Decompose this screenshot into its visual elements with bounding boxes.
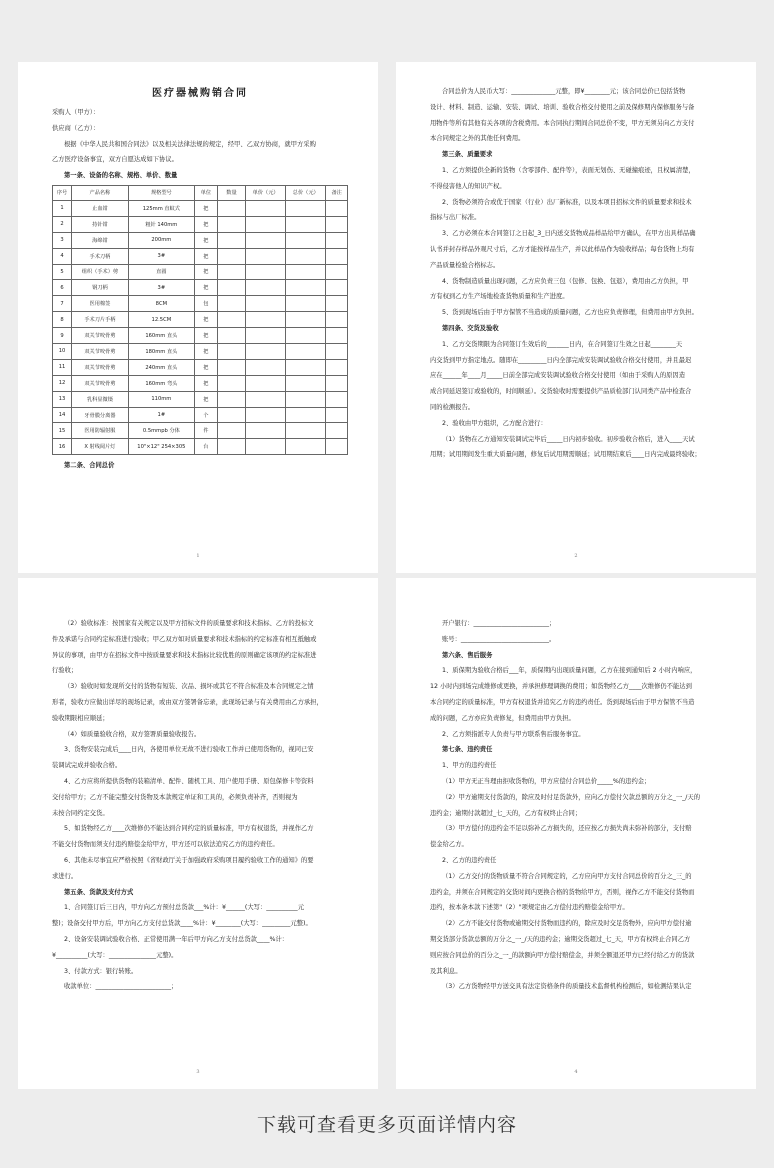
text-line: 装调试完成并验收合格。 <box>52 762 122 770</box>
table-cell: 把 <box>194 359 217 375</box>
text-line: 本合同约定的质量标准，甲方有权退货并追究乙方的违约责任。货到现场后由于甲方保管不当造 <box>430 698 695 706</box>
table-cell: 双关节咬骨剪 <box>72 375 129 391</box>
table-cell <box>326 344 348 360</box>
text-line: 方有权到乙方生产场地检查货物质量和生产进度。 <box>430 293 569 301</box>
table-cell <box>217 328 245 344</box>
text-line: （2）乙方不能交付货物或逾期交付货物而违约的，除应及时交足货物外，应向甲方偿付逾 <box>442 920 692 928</box>
table-cell <box>246 344 286 360</box>
text-line: 验收期限相应顺延； <box>52 714 109 722</box>
text-line: 1、质保期为验收合格后___年，质保期内出现质量问题，乙方在接到通知后 2 小时内响应， <box>442 667 697 675</box>
table-cell: 1 <box>53 200 72 216</box>
contract-page-1 <box>18 62 378 573</box>
text-line: 采购人（甲方）： <box>52 109 100 116</box>
table-cell: 6 <box>53 280 72 296</box>
table-cell <box>286 423 326 439</box>
table-cell: 8CM <box>128 296 194 312</box>
table-cell <box>217 296 245 312</box>
text-line: 2、乙方须指派专人负责与甲方联系售后服务事宜。 <box>442 730 585 738</box>
table-row <box>53 248 348 264</box>
text-line: 供应商（乙方）： <box>52 124 100 132</box>
table-cell <box>246 200 286 216</box>
table-cell <box>326 264 348 280</box>
table-cell: 把 <box>194 232 217 248</box>
table-cell <box>286 375 326 391</box>
table-cell: 海绵钳 <box>72 232 129 248</box>
table-cell <box>217 248 245 264</box>
text-line: 4、货物制造质量出现问题，乙方应负责三包（包修、包换、包退），费用由乙方负担，甲 <box>442 277 689 285</box>
text-line: 用物件等所有其他有关各项的含税费用。本合同执行期间合同总价不变，甲方无须另向乙方支付 <box>430 119 695 127</box>
table-cell: 件 <box>194 423 217 439</box>
text-line: 第三条、质量要求 <box>442 151 493 159</box>
table-row <box>53 391 348 407</box>
table-cell: 把 <box>194 312 217 328</box>
table-cell <box>246 407 286 423</box>
table-cell: 160mm 弯头 <box>128 375 194 391</box>
table-cell: 3 <box>53 232 72 248</box>
table-cell <box>217 359 245 375</box>
table-row <box>53 375 348 391</box>
table-cell <box>217 232 245 248</box>
page-number: 3 <box>196 1069 200 1075</box>
table-header-cell: 数量 <box>217 185 245 200</box>
text-line: 2、乙方的违约责任 <box>442 856 497 864</box>
table-cell <box>286 391 326 407</box>
table-cell: 组织（手术）剪 <box>72 264 129 280</box>
table-cell: 10 <box>53 344 72 360</box>
table-cell: 止血钳 <box>72 200 129 216</box>
table-cell <box>246 264 286 280</box>
table-cell <box>217 407 245 423</box>
table-cell: 12 <box>53 375 72 391</box>
text-line: 违约金，并须在合同规定的交货时间内更换合格的货物给甲方，否则，视作乙方不能交付货物而 <box>430 888 695 896</box>
table-cell: 个 <box>194 407 217 423</box>
text-line: （1）货物在乙方通知安装调试完毕后_____日内初步验收。初步验收合格后，进入____天试 <box>442 435 695 443</box>
table-cell: 180mm 直头 <box>128 344 194 360</box>
table-cell <box>217 216 245 232</box>
table-cell: 125mm 直蚊式 <box>128 200 194 216</box>
table-cell: 把 <box>194 200 217 216</box>
table-cell: 包 <box>194 296 217 312</box>
table-cell <box>326 407 348 423</box>
table-cell <box>246 232 286 248</box>
table-header-cell: 产品名称 <box>72 185 129 200</box>
text-line: 用期；试用期间发生重大质量问题，修复后试用期需顺延；试用期结束后____日内完成最终验收； <box>430 451 701 459</box>
text-line: 不能交付货物而须支付违约赔偿金给甲方，甲方还可以依法追究乙方的违约责任。 <box>52 841 279 849</box>
table-cell: 110mm <box>128 391 194 407</box>
table-cell: 10"×12" 254×305 <box>128 439 194 455</box>
text-line: 同的检测报告。 <box>430 403 475 411</box>
table-row <box>53 200 348 216</box>
table-cell: 把 <box>194 344 217 360</box>
table-cell: 12.5CM <box>128 312 194 328</box>
table-row <box>53 344 348 360</box>
table-cell: 把 <box>194 375 217 391</box>
text-line: 成的问题，乙方亦应负责修复，但费用由甲方负担。 <box>430 714 575 722</box>
text-line: 第六条、售后服务 <box>442 651 493 659</box>
table-cell: 牙骨膜分离器 <box>72 407 129 423</box>
table-cell: 持针钳 <box>72 216 129 232</box>
table-cell <box>246 439 286 455</box>
text-line: 产品质量检验合格标志。 <box>430 261 500 269</box>
table-cell: 把 <box>194 280 217 296</box>
table-cell <box>286 359 326 375</box>
text-line: 未按合同约定交货。 <box>52 809 109 817</box>
text-line: 2、货物必须符合或优于国家（行业）出厂新标准，以及本项目招标文件的质量要求和技术 <box>442 198 692 206</box>
table-cell: 11 <box>53 359 72 375</box>
text-line: 第一条、设备的名称、规格、单价、数量 <box>64 172 178 180</box>
table-cell: 把 <box>194 216 217 232</box>
text-line: 3、乙方必须在本合同签订之日起_3_日内送交货物成品样品给甲方确认，在甲方出具样品确 <box>442 230 696 238</box>
table-cell <box>286 407 326 423</box>
table-cell <box>286 344 326 360</box>
text-line: 内交货到甲方指定地点。随即在_________日内全部完成安装调试验收合格交付使用，并且最迟 <box>430 356 692 364</box>
text-line: 应在______年____月_____日前全部完成安装调试验收合格交付使用（如由于采购人的原因造 <box>430 372 686 380</box>
text-line: 3、付款方式：银行转账。 <box>64 967 138 975</box>
table-cell: 15 <box>53 423 72 439</box>
text-line: 第二条、合同总价 <box>64 462 115 470</box>
text-line: （3）甲方偿付的违约金不足以弥补乙方损失的，还应按乙方损失尚未弥补的部分，支付赔 <box>442 825 692 833</box>
table-cell <box>286 200 326 216</box>
text-line: 交付给甲方；乙方不能完整交付货物及本款规定单证和工具的，必须负责补齐，否则视为 <box>52 793 298 801</box>
table-cell <box>217 312 245 328</box>
text-line: （2）验收标准：按国家有关规定以及甲方招标文件的质量要求和技术指标、乙方的投标文 <box>64 620 314 627</box>
table-cell <box>246 423 286 439</box>
text-line: （1）甲方无正当理由拒收货物的，甲方应偿付合同总价_____%的违约金； <box>442 777 651 785</box>
text-line: 形者，验收方应做出详尽的现场记录，或由双方签署备忘录，此现场记录与有关费用由乙方承担， <box>52 698 323 706</box>
page-4-body <box>430 616 726 995</box>
table-cell <box>286 280 326 296</box>
table-cell <box>286 439 326 455</box>
table-row <box>53 407 348 423</box>
table-cell <box>217 200 245 216</box>
table-cell: 双关节咬骨剪 <box>72 328 129 344</box>
table-row <box>53 439 348 455</box>
table-cell <box>286 264 326 280</box>
text-line: 设计、材料、制造、运输、安装、调试、培训、验收合格交付使用之前及保修期内保修服务与备 <box>430 103 695 111</box>
table-cell <box>217 391 245 407</box>
table-cell: 4 <box>53 248 72 264</box>
table-cell <box>246 359 286 375</box>
table-cell <box>246 248 286 264</box>
table-cell: 9 <box>53 328 72 344</box>
table-header-cell: 单位 <box>194 185 217 200</box>
text-line: 账号：____________________________。 <box>442 635 556 643</box>
table-cell: 手术刀柄 <box>72 248 129 264</box>
table-cell <box>326 375 348 391</box>
table-cell <box>246 312 286 328</box>
table-cell <box>326 296 348 312</box>
table-cell <box>217 439 245 455</box>
table-cell <box>286 312 326 328</box>
page-3-body <box>52 616 348 995</box>
table-cell: 8 <box>53 312 72 328</box>
page-number: 2 <box>574 553 578 559</box>
text-line: 第四条、交货及验收 <box>442 324 499 332</box>
text-line: 本合同规定之外的其他任何费用。 <box>430 135 525 143</box>
text-line: （1）乙方交付的货物质量不符合合同规定的，乙方应向甲方支付合同总价的百分之_三_的 <box>442 872 692 880</box>
text-line: ¥__________(大写：_______________元整)。 <box>52 951 178 959</box>
table-cell <box>326 312 348 328</box>
text-line: 认书并封存样品外观尺寸后，乙方才能按样品生产，并以此样品作为验收样品；每台货物上均有 <box>430 245 695 253</box>
text-line: 5、货到现场后由于甲方保管不当造成的质量问题，乙方也应负责修理，但费用由甲方负担。 <box>442 309 698 317</box>
table-cell <box>246 216 286 232</box>
table-row <box>53 232 348 248</box>
table-cell: 手术刀片手柄 <box>72 312 129 328</box>
table-cell: 0.5mmpb 分体 <box>128 423 194 439</box>
table-cell <box>217 264 245 280</box>
text-line: 行验收； <box>52 667 78 675</box>
text-line: 收款单位：________________________； <box>64 983 178 991</box>
text-line: 1、乙方交货期限为合同签订生效后的_______日内，在合同签订生效之日起________天 <box>442 340 683 348</box>
table-cell: 3# <box>128 280 194 296</box>
table-cell <box>326 200 348 216</box>
text-line: 2、设备安装调试验收合格、正常使用满一年后甲方向乙方支付总货款____%计： <box>64 935 289 943</box>
table-cell <box>246 280 286 296</box>
table-cell <box>286 248 326 264</box>
text-line: 成合同延迟签订或验收的，时间顺延）。交货验收时需要提供产品质检部门认同类产品中检查合 <box>430 388 692 396</box>
table-cell: 5 <box>53 264 72 280</box>
table-cell: 240mm 直头 <box>128 359 194 375</box>
contract-page-3 <box>18 578 378 1089</box>
table-cell: 14 <box>53 407 72 423</box>
table-cell <box>217 423 245 439</box>
table-cell <box>326 423 348 439</box>
table-cell <box>326 216 348 232</box>
text-line: （3）乙方货物经甲方送交具有法定资格条件的质量技术监督机构检测后，如检测结果认定 <box>442 983 692 991</box>
text-line: 则应按合同总价的百分之_一_的款额向甲方偿付赔偿金，并须全额退还甲方已经付给乙方的货款 <box>430 951 695 959</box>
text-line: 求进行。 <box>52 872 78 880</box>
table-cell: 钢刀柄 <box>72 280 129 296</box>
table-row <box>53 359 348 375</box>
text-line: 12 小时内到场完成维修或更换，并承担修理调换的费用；如货物经乙方____次维修仍不能达到 <box>430 683 692 691</box>
text-line: （2）甲方逾期支付货款的，除应及时付足货款外，应向乙方偿付欠款总额的万分之_一_/天的 <box>442 793 701 801</box>
text-line: 合同总价为人民币大写：______________元整，即¥________元；该合同总价已包括货物 <box>442 88 686 95</box>
table-row <box>53 216 348 232</box>
table-row <box>53 280 348 296</box>
table-cell: 200mm <box>128 232 194 248</box>
table-cell <box>217 375 245 391</box>
text-line: 根据《中华人民共和国合同法》以及相关法律法规的规定，经甲、乙双方协商，就甲方采购 <box>64 140 316 148</box>
text-line: 及其利息。 <box>430 967 462 975</box>
text-line: 异议的事项，由甲方在招标文件中按质量要求和技术指标比较优胜的原则确定该项的约定标准进 <box>52 651 317 659</box>
text-line: 4、乙方应将所提供货物的装箱清单、配件、随机工具、用户使用手册、原包保修卡等资料 <box>64 777 314 785</box>
page-1-closing <box>52 458 348 474</box>
table-cell <box>326 280 348 296</box>
table-row <box>53 264 348 280</box>
table-row <box>53 423 348 439</box>
table-row <box>53 312 348 328</box>
text-line: 指标与出厂标准。 <box>430 214 481 222</box>
table-cell <box>286 328 326 344</box>
table-cell <box>217 280 245 296</box>
page-number: 4 <box>574 1069 578 1075</box>
contract-page-2 <box>396 62 756 573</box>
page-2-body <box>430 84 726 463</box>
table-cell <box>286 232 326 248</box>
table-row <box>53 328 348 344</box>
table-cell: 双关节咬骨剪 <box>72 359 129 375</box>
table-cell: 160mm 直头 <box>128 328 194 344</box>
table-header-cell: 总价（元） <box>286 185 326 200</box>
text-line: （4）如质量验收合格，双方签署质量验收报告。 <box>64 730 201 738</box>
table-cell <box>217 344 245 360</box>
text-line: 第七条、违约责任 <box>442 746 493 754</box>
page-number: 1 <box>196 553 200 559</box>
table-cell: 医用防辐射服 <box>72 423 129 439</box>
table-cell <box>326 439 348 455</box>
table-cell <box>286 296 326 312</box>
table-cell: 3# <box>128 248 194 264</box>
table-cell <box>326 328 348 344</box>
table-cell: 把 <box>194 248 217 264</box>
text-line: 违约金；逾期付款超过_七_天的，乙方有权终止合同； <box>430 809 582 817</box>
table-header-cell: 规格型号 <box>128 185 194 200</box>
text-line: 开户银行：________________________； <box>442 620 556 627</box>
table-cell <box>246 391 286 407</box>
table-row <box>53 296 348 312</box>
text-line: 3、货物安装完成后____日内，各使用单位无故不进行验收工作并已使用货物的，视同已安 <box>64 746 314 754</box>
text-line: 乙方医疗设备事宜，双方自愿达成如下协议。 <box>52 156 178 164</box>
text-line: 1、甲方的违约责任 <box>442 762 497 770</box>
table-cell <box>246 328 286 344</box>
table-header-row <box>53 185 348 200</box>
contract-page-4 <box>396 578 756 1089</box>
text-line: 整)；设备交付甲方后，甲方向乙方支付总货款____%计：¥________(大写：_________元整)。 <box>52 920 312 928</box>
text-line: 6、其他未尽事宜应严格按照《省财政厅关于加强政府采购项目履约验收工作的通知》的要 <box>64 856 314 864</box>
table-header-cell: 备注 <box>326 185 348 200</box>
text-line: 1、合同签订后三日内，甲方向乙方预付总货款___%计：¥______(大写：__________元 <box>64 904 304 912</box>
table-cell: 直圆 <box>128 264 194 280</box>
text-line: 件及承诺与合同约定标准进行验收；甲乙双方如对质量要求和技术指标的约定标准有相互抵触或 <box>52 635 317 643</box>
table-cell: 7 <box>53 296 72 312</box>
text-line: 期交货部分货款总额的万分之_一_/天的违约金；逾期交货超过_七_天，甲方有权终止合同乙方 <box>430 935 691 943</box>
table-cell <box>326 232 348 248</box>
table-header-cell: 序号 <box>53 185 72 200</box>
download-more-link[interactable]: 下载可查看更多页面详情内容 <box>256 1114 517 1136</box>
table-cell: 双关节咬骨剪 <box>72 344 129 360</box>
table-cell: 粗针 140mm <box>128 216 194 232</box>
table-cell: 把 <box>194 264 217 280</box>
table-cell: 台 <box>194 439 217 455</box>
table-cell: 乳科显微镊 <box>72 391 129 407</box>
table-cell <box>326 359 348 375</box>
table-cell <box>246 375 286 391</box>
table-cell: 2 <box>53 216 72 232</box>
table-cell: 医用棉签 <box>72 296 129 312</box>
document-title: 医疗器械购销合同 <box>152 88 248 99</box>
table-cell: 把 <box>194 328 217 344</box>
text-line: 2、验收由甲方组织，乙方配合进行： <box>442 419 547 427</box>
table-header-cell: 单价（元） <box>246 185 286 200</box>
text-line: 偿金给乙方。 <box>430 841 468 849</box>
text-line: 第五条、货款及支付方式 <box>64 888 134 896</box>
table-cell: X 射线阅片灯 <box>72 439 129 455</box>
table-cell <box>326 391 348 407</box>
table-cell <box>286 216 326 232</box>
text-line: 不得侵害他人的知识产权。 <box>430 182 506 190</box>
table-cell <box>326 248 348 264</box>
text-line: 违约，按本条本款下述第"（2）"项规定由乙方偿付违约赔偿金给甲方。 <box>430 904 629 912</box>
table-cell: 16 <box>53 439 72 455</box>
text-line: 5、如货物经乙方____次维修仍不能达到合同约定的质量标准，甲方有权退货，并视作乙方 <box>64 825 314 833</box>
table-cell <box>246 296 286 312</box>
table-cell: 把 <box>194 391 217 407</box>
table-cell: 1# <box>128 407 194 423</box>
table-cell: 13 <box>53 391 72 407</box>
page-1-intro <box>52 105 348 184</box>
text-line: 1、乙方须提供全新的货物（含零部件、配件等），表面无划伤、无碰撞痕迹，且权属清楚， <box>442 166 695 174</box>
equipment-table <box>52 185 348 455</box>
text-line: （3）验收时如发现所交付的货物有短装、次品、损坏或其它不符合标准及本合同规定之情 <box>64 683 314 691</box>
